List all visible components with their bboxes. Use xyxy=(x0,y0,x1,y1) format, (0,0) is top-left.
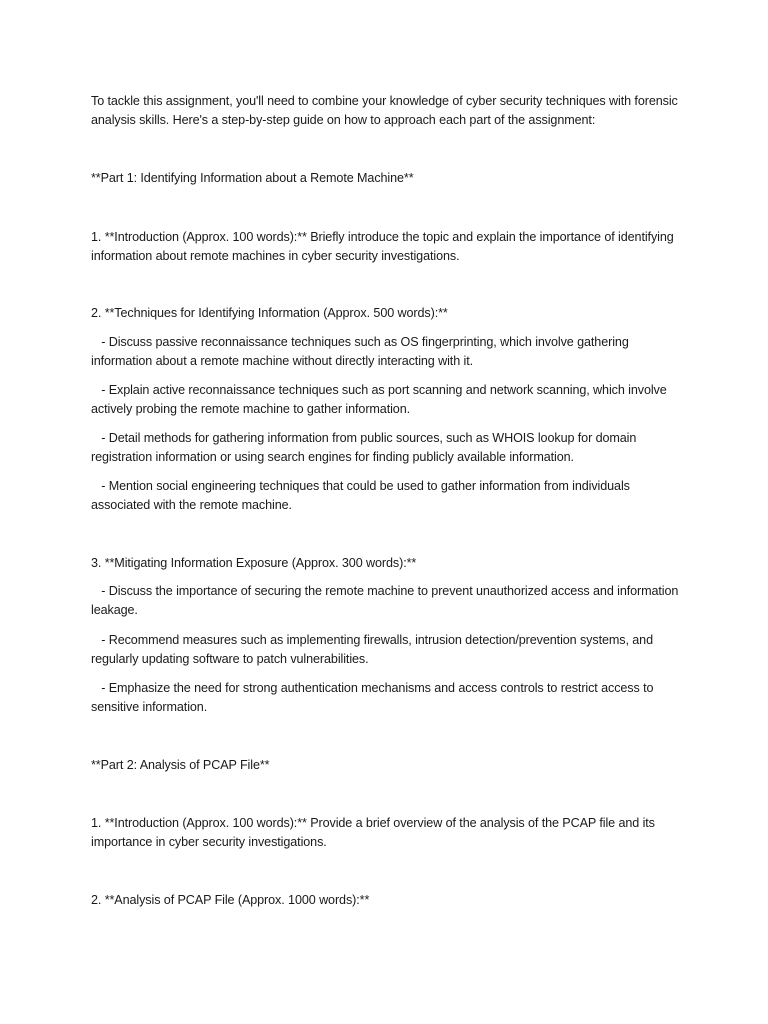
part-1-techniques-item: 2. **Techniques for Identifying Information (Approx. 500 words):** xyxy=(91,306,448,320)
public-sources-bullet: - Detail methods for gathering information from public sources, such as WHOIS lookup for domain registration information or using search engines for finding publicly available information. xyxy=(91,431,640,464)
part-2-heading: **Part 2: Analysis of PCAP File** xyxy=(91,758,270,772)
active-reconnaissance-bullet: - Explain active reconnaissance techniques such as port scanning and network scanning, which involve actively probing the remote machine to gather information. xyxy=(91,383,671,416)
authentication-bullet: - Emphasize the need for strong authentication mechanisms and access controls to restrict access to sensitive information. xyxy=(91,681,657,714)
part-2-analysis-item: 2. **Analysis of PCAP File (Approx. 1000 words):** xyxy=(91,893,370,907)
part-2-introduction-item: 1. **Introduction (Approx. 100 words):** Provide a brief overview of the analysis of the PCAP file and its importance in cyber security investigations. xyxy=(91,816,659,849)
passive-reconnaissance-bullet: - Discuss passive reconnaissance techniques such as OS fingerprinting, which involve gathering information about a remote machine without directly interacting with it. xyxy=(91,335,633,368)
part-1-heading: **Part 1: Identifying Information about a Remote Machine** xyxy=(91,171,414,185)
securing-machine-bullet: - Discuss the importance of securing the remote machine to prevent unauthorized access and information leakage. xyxy=(91,584,682,617)
part-1-introduction-item: 1. **Introduction (Approx. 100 words):** Briefly introduce the topic and explain the importance of identifying information about remote machines in cyber security investigations. xyxy=(91,230,678,263)
social-engineering-bullet: - Mention social engineering techniques that could be used to gather information from individuals associated with the remote machine. xyxy=(91,479,634,512)
recommend-measures-bullet: - Recommend measures such as implementing firewalls, intrusion detection/prevention systems, and regularly updating software to patch vulnerabilities. xyxy=(91,633,657,666)
part-1-mitigating-item: 3. **Mitigating Information Exposure (Approx. 300 words):** xyxy=(91,556,417,570)
intro-paragraph: To tackle this assignment, you'll need to combine your knowledge of cyber security techniques with forensic analysis skills. Here's a step-by-step guide on how to approach each part of the assignment: xyxy=(91,94,682,127)
